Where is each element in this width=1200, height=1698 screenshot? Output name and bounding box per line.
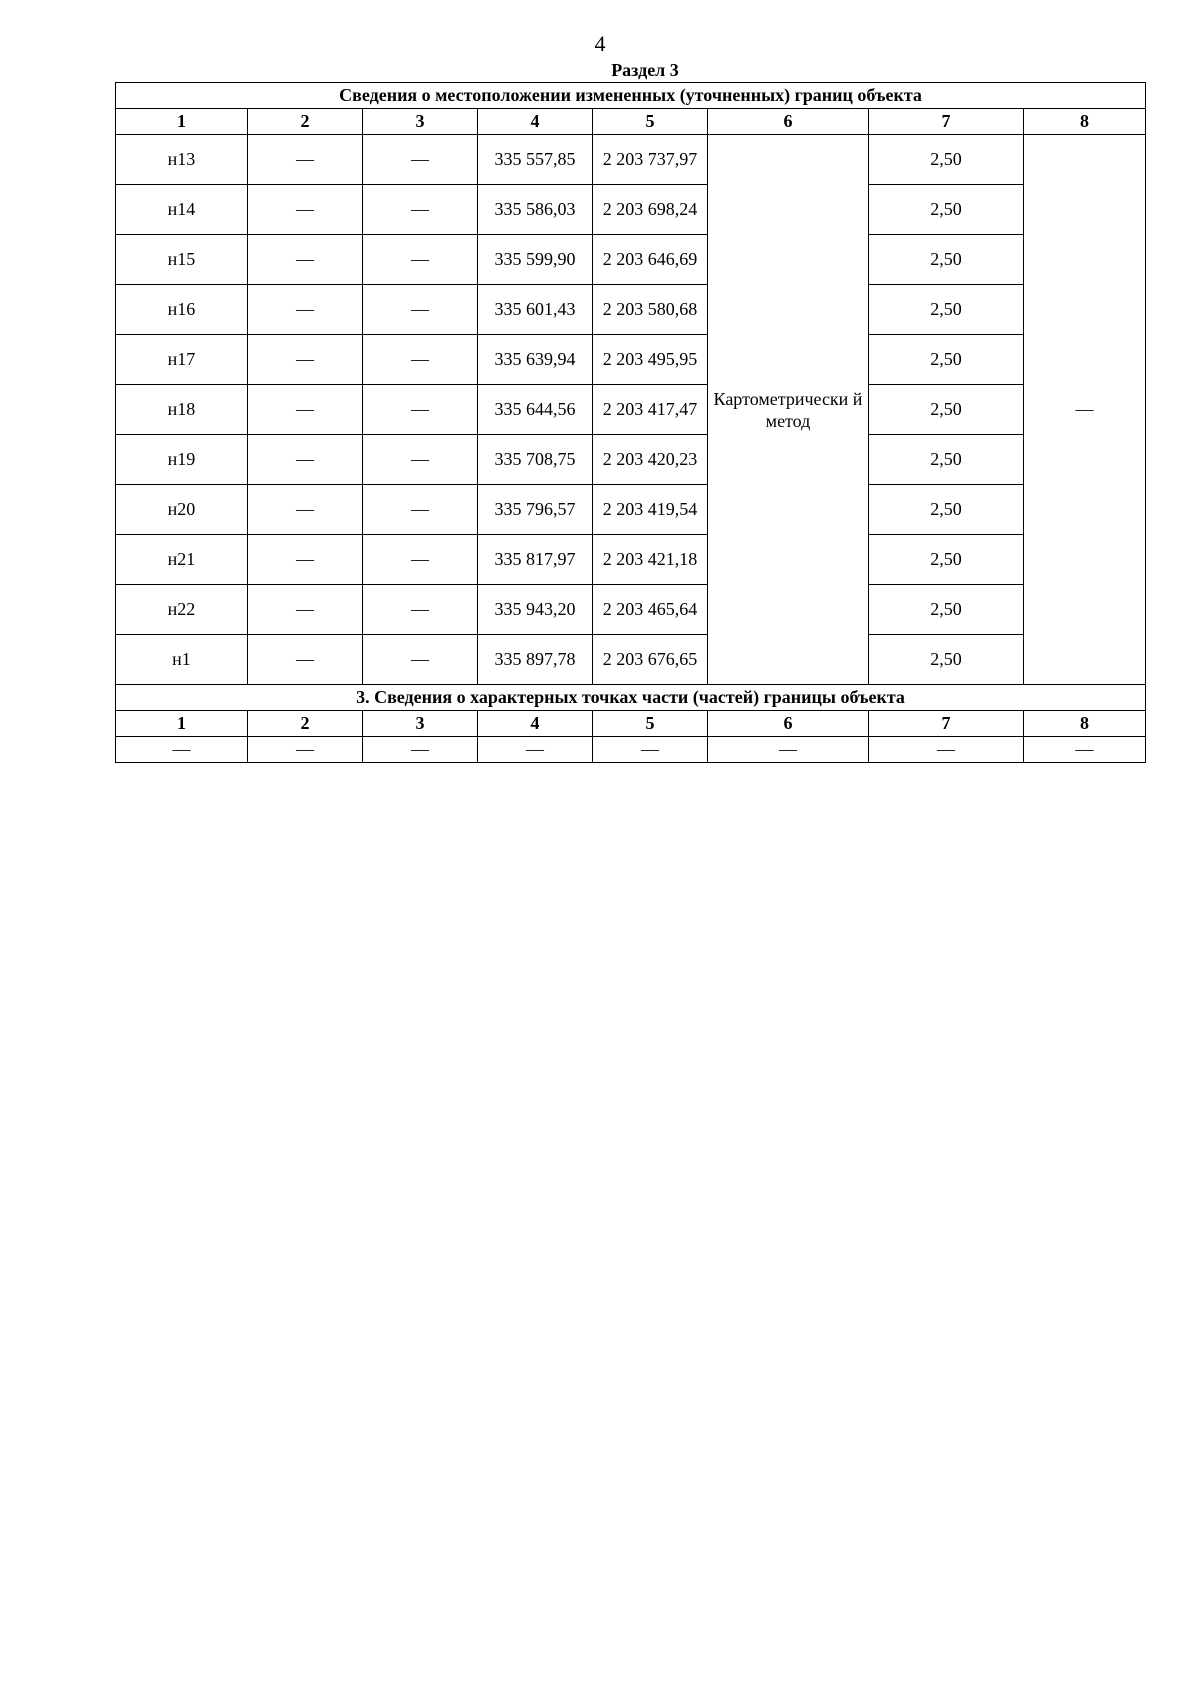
point-name: н21: [116, 535, 248, 585]
coord-x: 335 601,43: [478, 285, 593, 335]
col8-cell: —: [1024, 135, 1146, 685]
section3-row: [116, 737, 1146, 763]
table-row: [116, 285, 1146, 335]
coord-x: 335 586,03: [478, 185, 593, 235]
table-row: [116, 235, 1146, 285]
coord-x: 335 817,97: [478, 535, 593, 585]
point-name: н15: [116, 235, 248, 285]
cell-col3: —: [363, 135, 478, 185]
cell-col2: —: [248, 535, 363, 585]
coord-x: 335 708,75: [478, 435, 593, 485]
cell-col3: —: [363, 585, 478, 635]
coord-y: 2 203 465,64: [593, 585, 708, 635]
accuracy: 2,50: [869, 135, 1024, 185]
cell-col2: —: [248, 485, 363, 535]
table-row: [116, 485, 1146, 535]
column-number: 4: [478, 711, 593, 737]
cell-col3: —: [363, 535, 478, 585]
cell-col2: —: [248, 585, 363, 635]
point-name: н19: [116, 435, 248, 485]
column-number: 8: [1024, 109, 1146, 135]
cell-col2: —: [248, 635, 363, 685]
accuracy: 2,50: [869, 535, 1024, 585]
table-row: [116, 635, 1146, 685]
point-name: н18: [116, 385, 248, 435]
column-number: 5: [593, 109, 708, 135]
coord-y: 2 203 737,97: [593, 135, 708, 185]
coord-y: 2 203 419,54: [593, 485, 708, 535]
section3-cell: —: [116, 737, 248, 763]
table-row: [116, 435, 1146, 485]
cell-col2: —: [248, 285, 363, 335]
column-number: 2: [248, 711, 363, 737]
accuracy: 2,50: [869, 385, 1024, 435]
cell-col3: —: [363, 385, 478, 435]
coord-x: 335 796,57: [478, 485, 593, 535]
point-name: н20: [116, 485, 248, 535]
accuracy: 2,50: [869, 235, 1024, 285]
cell-col2: —: [248, 235, 363, 285]
column-number: 1: [116, 711, 248, 737]
section3-cell: —: [363, 737, 478, 763]
column-number: 3: [363, 711, 478, 737]
coord-x: 335 644,56: [478, 385, 593, 435]
coord-x: 335 897,78: [478, 635, 593, 685]
section3-cell: —: [869, 737, 1024, 763]
point-name: н16: [116, 285, 248, 335]
coord-y: 2 203 580,68: [593, 285, 708, 335]
column-number: 5: [593, 711, 708, 737]
column-number: 7: [869, 109, 1024, 135]
table-row: [116, 385, 1146, 435]
table-row: [116, 585, 1146, 635]
column-number: 2: [248, 109, 363, 135]
coord-x: 335 943,20: [478, 585, 593, 635]
accuracy: 2,50: [869, 435, 1024, 485]
point-name: н14: [116, 185, 248, 235]
cell-col3: —: [363, 435, 478, 485]
coord-y: 2 203 421,18: [593, 535, 708, 585]
section3-cell: —: [708, 737, 869, 763]
cell-col3: —: [363, 635, 478, 685]
cell-col3: —: [363, 485, 478, 535]
point-name: н22: [116, 585, 248, 635]
cell-col2: —: [248, 135, 363, 185]
cell-col3: —: [363, 185, 478, 235]
accuracy: 2,50: [869, 585, 1024, 635]
table-row: [116, 135, 1146, 185]
section-title: Раздел 3: [611, 60, 679, 80]
cell-col2: —: [248, 435, 363, 485]
cell-col3: —: [363, 335, 478, 385]
section3-cell: —: [478, 737, 593, 763]
accuracy: 2,50: [869, 635, 1024, 685]
point-name: н13: [116, 135, 248, 185]
coord-y: 2 203 676,65: [593, 635, 708, 685]
coord-y: 2 203 646,69: [593, 235, 708, 285]
coord-x: 335 639,94: [478, 335, 593, 385]
coord-y: 2 203 698,24: [593, 185, 708, 235]
coord-y: 2 203 420,23: [593, 435, 708, 485]
accuracy: 2,50: [869, 335, 1024, 385]
column-number-row: [116, 109, 1146, 135]
accuracy: 2,50: [869, 185, 1024, 235]
column-number: 8: [1024, 711, 1146, 737]
section3-cell: —: [248, 737, 363, 763]
section3-cell: —: [593, 737, 708, 763]
page-number: 4: [594, 31, 606, 56]
boundary-table: [115, 82, 1146, 763]
cell-col3: —: [363, 285, 478, 335]
section3-column-number-row: [116, 711, 1146, 737]
column-number: 1: [116, 109, 248, 135]
coord-y: 2 203 495,95: [593, 335, 708, 385]
coord-y: 2 203 417,47: [593, 385, 708, 435]
coord-x: 335 599,90: [478, 235, 593, 285]
cell-col2: —: [248, 185, 363, 235]
cell-col2: —: [248, 335, 363, 385]
table-row: [116, 185, 1146, 235]
accuracy: 2,50: [869, 485, 1024, 535]
method-cell: Картометрически й метод: [708, 135, 869, 685]
column-number: 3: [363, 109, 478, 135]
coord-x: 335 557,85: [478, 135, 593, 185]
accuracy: 2,50: [869, 285, 1024, 335]
section3-cell: —: [1024, 737, 1146, 763]
column-number: 7: [869, 711, 1024, 737]
table-title: Сведения о местоположении измененных (уточненных) границ объекта: [116, 83, 1146, 109]
table-row: [116, 535, 1146, 585]
table-row: [116, 335, 1146, 385]
point-name: н1: [116, 635, 248, 685]
column-number: 4: [478, 109, 593, 135]
point-name: н17: [116, 335, 248, 385]
cell-col3: —: [363, 235, 478, 285]
section3-title: 3. Сведения о характерных точках части (частей) границы объекта: [116, 685, 1146, 711]
column-number: 6: [708, 109, 869, 135]
cell-col2: —: [248, 385, 363, 435]
column-number: 6: [708, 711, 869, 737]
